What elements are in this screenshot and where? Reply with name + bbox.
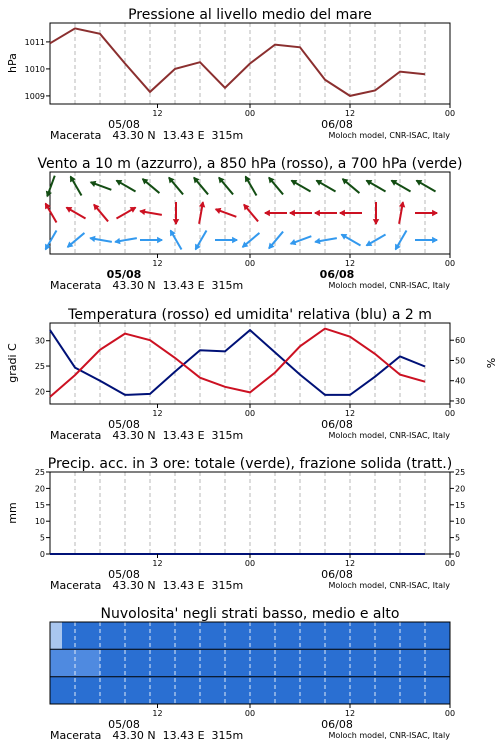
wind-850-arrow xyxy=(94,205,108,222)
precip-title: Precip. acc. in 3 ore: totale (verde), frazione solida (tratt.) xyxy=(47,456,453,472)
precip-frame xyxy=(50,472,450,554)
wind-700-arrow xyxy=(366,181,385,192)
wind-700-arrow xyxy=(269,178,283,195)
date-label-3: 05/08 xyxy=(106,268,142,281)
wind-10m-arrow xyxy=(115,238,137,243)
wind-10m-arrow xyxy=(171,230,182,249)
location-coords: 43.30 N 13.43 E 315m xyxy=(112,729,244,742)
y-tick-label: 0 xyxy=(455,550,461,559)
y-tick-label: 1009 xyxy=(24,91,45,101)
wind-700-arrow xyxy=(316,181,335,192)
credit-2: Moloch model, CNR-ISAC, Italy xyxy=(328,281,450,290)
pressure-title: Pressione al livello medio del mare xyxy=(128,7,372,23)
y-tick-label: 30 xyxy=(34,336,45,346)
y-tick-label: 30 xyxy=(455,396,466,406)
pressure-yticks xyxy=(25,38,50,101)
y-tick-label: 25 xyxy=(34,468,45,477)
wind-panel xyxy=(37,156,462,268)
wind-700-arrow xyxy=(246,176,257,195)
humidity-line xyxy=(50,330,425,395)
y-tick-label: 0 xyxy=(39,550,45,559)
x-tick-label: 00 xyxy=(244,109,256,118)
x-tick-label: 12 xyxy=(152,409,163,418)
wind-10m-arrow xyxy=(140,238,162,243)
wind-700-arrow xyxy=(343,179,360,193)
y-tick-label: 60 xyxy=(455,336,466,346)
x-tick-label: 12 xyxy=(152,709,163,718)
temp-panel xyxy=(6,307,497,418)
wind-10m-arrow xyxy=(396,230,407,249)
precip-panel xyxy=(6,456,465,568)
x-tick-label: 00 xyxy=(444,259,456,268)
date-label-5: 05/08 xyxy=(108,418,140,431)
credit-4: Moloch model, CNR-ISAC, Italy xyxy=(328,581,450,590)
temp-title: Temperatura (rosso) ed umidita' relativa (blu) a 2 m xyxy=(68,307,432,323)
wind-title: Vento a 10 m (azzurro), a 850 hPa (rosso), a 700 hPa (verde) xyxy=(37,156,463,172)
location-coords: 43.30 N 13.43 E 315m xyxy=(112,279,244,292)
date-label-8: 06/08 xyxy=(321,568,353,581)
temp-ylabel-right: % xyxy=(484,357,497,369)
location-line-1 xyxy=(50,129,243,142)
wind-850-arrow xyxy=(415,211,437,216)
pressure-xticks xyxy=(152,104,455,118)
x-tick-label: 00 xyxy=(244,559,256,568)
date-label-4: 06/08 xyxy=(319,268,355,281)
temp-ylabel-left: gradi C xyxy=(6,343,19,383)
location-name: Macerata xyxy=(50,729,102,742)
location-name: Macerata xyxy=(50,429,102,442)
wind-10m-arrow xyxy=(291,236,312,244)
wind-700-arrow xyxy=(391,181,410,192)
cloud-cells xyxy=(50,622,450,704)
location-line-2 xyxy=(50,279,243,292)
wind-850-arrow xyxy=(140,209,162,214)
precip-grid xyxy=(75,472,425,554)
cloud-cell xyxy=(50,622,62,649)
date-label-9: 05/08 xyxy=(108,718,140,731)
y-tick-label: 1010 xyxy=(24,64,45,74)
location-line-3 xyxy=(50,429,243,442)
y-tick-label: 5 xyxy=(39,533,45,543)
wind-700-arrow xyxy=(194,178,208,195)
wind-700-arrow xyxy=(169,178,183,195)
wind-850-arrow xyxy=(265,211,287,216)
wind-10m-arrow xyxy=(215,238,237,243)
location-line-4 xyxy=(50,579,243,592)
y-tick-label: 20 xyxy=(34,484,45,494)
wind-arrows xyxy=(46,176,438,250)
x-tick-label: 12 xyxy=(344,409,356,418)
wind-850-arrow xyxy=(340,211,362,216)
wind-700-arrow xyxy=(143,179,160,193)
wind-850-arrow xyxy=(216,208,237,216)
cloud-xticks xyxy=(152,704,455,718)
wind-850-arrow xyxy=(399,202,404,224)
wind-700-arrow xyxy=(71,176,82,195)
wind-850-arrow xyxy=(66,208,85,219)
pressure-line xyxy=(50,28,425,96)
credit-1: Moloch model, CNR-ISAC, Italy xyxy=(328,131,450,140)
pressure-panel xyxy=(6,7,455,118)
wind-10m-arrow xyxy=(243,233,260,247)
x-tick-label: 00 xyxy=(244,709,256,718)
y-tick-label: 5 xyxy=(455,533,461,543)
wind-10m-arrow xyxy=(46,230,57,249)
x-tick-label: 12 xyxy=(344,559,356,568)
x-tick-label: 12 xyxy=(344,709,356,718)
wind-850-arrow xyxy=(290,211,312,216)
wind-10m-arrow xyxy=(68,233,85,247)
y-tick-label: 10 xyxy=(34,517,45,527)
date-label-7: 05/08 xyxy=(108,568,140,581)
pressure-points xyxy=(50,28,425,96)
y-tick-label: 25 xyxy=(34,362,45,372)
x-tick-label: 12 xyxy=(344,259,356,268)
precip-xticks xyxy=(152,554,455,568)
wind-10m-arrow xyxy=(269,232,283,249)
wind-850-arrow xyxy=(244,205,258,222)
x-tick-label: 00 xyxy=(444,709,456,718)
x-tick-label: 12 xyxy=(152,109,163,118)
location-name: Macerata xyxy=(50,579,102,592)
date-label-10: 06/08 xyxy=(321,718,353,731)
wind-10m-arrow xyxy=(196,230,207,249)
y-tick-label: 15 xyxy=(34,500,45,510)
wind-700-arrow xyxy=(116,181,135,192)
wind-850-arrow xyxy=(174,202,179,224)
y-tick-label: 40 xyxy=(455,376,466,386)
wind-850-arrow xyxy=(315,211,337,216)
x-tick-label: 12 xyxy=(152,559,163,568)
date-label-2: 06/08 xyxy=(321,118,353,131)
location-coords: 43.30 N 13.43 E 315m xyxy=(112,129,244,142)
wind-850-arrow xyxy=(116,208,135,219)
credit-5: Moloch model, CNR-ISAC, Italy xyxy=(328,731,450,740)
x-tick-label: 12 xyxy=(344,109,356,118)
y-tick-label: 1011 xyxy=(24,37,45,47)
wind-700-arrow xyxy=(219,178,233,195)
location-name: Macerata xyxy=(50,129,102,142)
wind-10m-arrow xyxy=(315,238,337,243)
credit-3: Moloch model, CNR-ISAC, Italy xyxy=(328,431,450,440)
x-tick-label: 12 xyxy=(152,259,163,268)
date-label-6: 06/08 xyxy=(321,418,353,431)
cloud-title: Nuvolosita' negli strati basso, medio e alto xyxy=(100,606,400,622)
location-line-5 xyxy=(50,729,243,742)
cloud-panel xyxy=(50,606,455,718)
y-tick-label: 10 xyxy=(455,517,466,527)
x-tick-label: 00 xyxy=(444,109,456,118)
wind-10m-arrow xyxy=(415,238,437,243)
y-tick-label: 15 xyxy=(455,500,466,510)
temp-points xyxy=(50,328,425,397)
cloud-cell xyxy=(75,649,100,676)
wind-850-arrow xyxy=(199,202,204,224)
wind-700-arrow xyxy=(46,176,54,197)
wind-10m-arrow xyxy=(366,235,385,246)
location-name: Macerata xyxy=(50,279,102,292)
date-label-1: 05/08 xyxy=(108,118,140,131)
pressure-ylabel: hPa xyxy=(6,53,19,73)
cloud-background xyxy=(50,622,450,704)
x-tick-label: 00 xyxy=(244,409,256,418)
x-tick-label: 00 xyxy=(444,409,456,418)
precip-ylabel: mm xyxy=(6,502,19,524)
wind-10m-arrow xyxy=(90,236,112,241)
temperature-line xyxy=(50,329,425,397)
location-coords: 43.30 N 13.43 E 315m xyxy=(112,579,244,592)
wind-700-arrow xyxy=(91,181,112,189)
y-tick-label: 50 xyxy=(455,356,466,366)
wind-10m-arrow xyxy=(341,235,360,246)
wind-700-arrow xyxy=(291,181,310,192)
y-tick-label: 20 xyxy=(455,484,466,494)
x-tick-label: 00 xyxy=(444,559,456,568)
wind-850-arrow xyxy=(46,203,57,222)
y-tick-label: 20 xyxy=(34,387,45,397)
y-tick-label: 25 xyxy=(455,468,466,477)
wind-xticks xyxy=(152,254,455,268)
temp-xticks xyxy=(152,404,455,418)
wind-700-arrow xyxy=(416,181,435,192)
location-coords: 43.30 N 13.43 E 315m xyxy=(112,429,244,442)
x-tick-label: 00 xyxy=(244,259,256,268)
wind-850-arrow xyxy=(374,202,379,224)
